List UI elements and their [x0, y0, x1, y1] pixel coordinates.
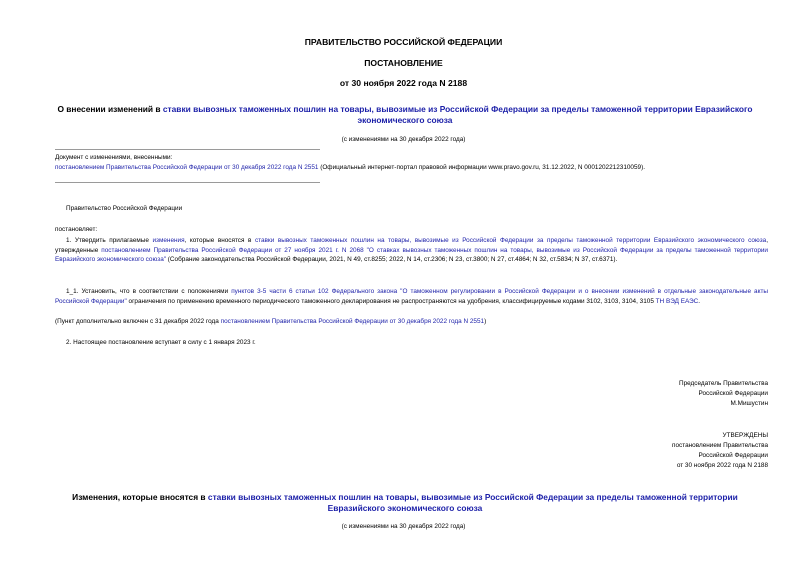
signatory-title-2: Российской Федерации — [698, 390, 768, 397]
changes-link[interactable]: изменения — [152, 237, 185, 244]
title-prefix: О внесении изменений в — [57, 104, 163, 114]
government-heading: ПРАВИТЕЛЬСТВО РОССИЙСКОЙ ФЕДЕРАЦИИ — [304, 37, 503, 47]
changes-prefix: Изменения, которые вносятся в — [72, 492, 208, 502]
decides-line: постановляет: — [55, 226, 98, 233]
changes-title-link[interactable]: ставки вывозных таможенных пошлин на товары, вывозимые из Российской Федерации за пределы таможенной территории Евразийского экономического союза — [207, 492, 738, 513]
title-link[interactable]: ставки вывозных таможенных пошлин на товары, вывозимые из Российской Федерации за пределы таможенной территории Евразийского экономического союза — [162, 104, 753, 125]
amend-list-item — [55, 163, 775, 173]
note-resolution-2551-link[interactable]: постановлением Правительства Российской Федерации от 30 декабря 2022 года N 2551 — [220, 318, 485, 325]
approved-date: от 30 ноября 2022 года N 2188 — [676, 462, 768, 469]
document-title — [55, 104, 755, 126]
title-edition-note: (с изменениями на 30 декабря 2022 года) — [341, 136, 466, 143]
rates-link[interactable]: ставки вывозных таможенных пошлин на товары, вывозимые из Российской Федерации за пределы таможенной территории Евразийского экономического союза — [254, 237, 767, 244]
amend-top-rule — [55, 149, 320, 150]
changes-edition-note: (с изменениями на 30 декабря 2022 года) — [341, 523, 466, 530]
approved-label: УТВЕРЖДЕНЫ — [722, 432, 768, 439]
resolution-2068-link[interactable]: постановлением Правительства Российской Федерации от 27 ноября 2021 г. N 2068 "О ставках вывозных таможенных пошлин на товары, вывозимые из Российской Федерации за пределы таможенной территории Евразийского экономического союза" — [55, 246, 769, 264]
paragraph-1-1-note: (Пункт дополнительно включен с 31 декабря 2022 года постановлением Правительства Российской Федерации от 30 декабря 2022 года N 2551) — [55, 318, 487, 325]
changes-title — [55, 492, 755, 514]
approved-by-1: постановлением Правительства — [672, 442, 768, 449]
document-type: ПОСТАНОВЛЕНИЕ — [364, 58, 443, 68]
document-date-number: от 30 ноября 2022 года N 2188 — [339, 78, 468, 88]
paragraph-1: 1. Утвердить прилагаемые изменения, которые вносятся в ставки вывозных таможенных пошлин на товары, вывозимые из Российской Федерации за пределы таможенной территории Евразийского экономического союза, утвержденные постановлением Правительства Российской Федерации от 27 ноября 2021 г. N 2068 "О ставках вывозных таможенных пошлин на товары, вывозимые из Российской Федерации за пределы таможенной территории Евразийского экономического союза" (Собрание законодательства Российской Федерации, 2021, N 49, ст.8255; 2022, N 14, ст.2306; N 23, ст.3800; N 27, ст.4864; N 32, ст.5834; N 37, ст.6371). — [55, 237, 769, 264]
paragraph-2: 2. Настоящее постановление вступает в силу с 1 января 2023 г. — [66, 339, 256, 346]
amend-bottom-rule — [55, 182, 320, 183]
signatory-title-1: Председатель Правительства — [679, 380, 768, 387]
amend-source: (Официальный интернет-портал правовой информации www.pravo.gov.ru, 31.12.2022, N 0001202212310059). — [318, 164, 646, 171]
amend-intro: Документ с изменениями, внесенными: — [55, 154, 173, 161]
amend-link[interactable]: постановлением Правительства Российской Федерации от 30 декабря 2022 года N 2551 — [55, 164, 319, 171]
tnved-link[interactable]: ТН ВЭД ЕАЭС — [655, 297, 699, 305]
signatory-name: М.Мишустин — [730, 400, 768, 407]
paragraph-1-1: 1_1. Установить, что в соответствии с положениями пунктов 3-5 части 6 статьи 102 Федерального закона "О таможенном регулировании в Российской Федерации и о внесении изменений в отдельные законодательные акты Российской Федерации" ограничения по применению временного периодического таможенного декларирования не распространяются на удобрения, классифицируемые кодами 3102, 3103, 3104, 3105 ТН ВЭД ЕАЭС. — [55, 288, 768, 305]
approved-by-2: Российской Федерации — [698, 452, 768, 459]
gov-line: Правительство Российской Федерации — [66, 205, 183, 212]
federal-law-link[interactable]: пунктов 3-5 части 6 статьи 102 Федерального закона "О таможенном регулировании в Российской Федерации и о внесении изменений в отдельные законодательные акты Российской Федерации" — [55, 288, 768, 305]
